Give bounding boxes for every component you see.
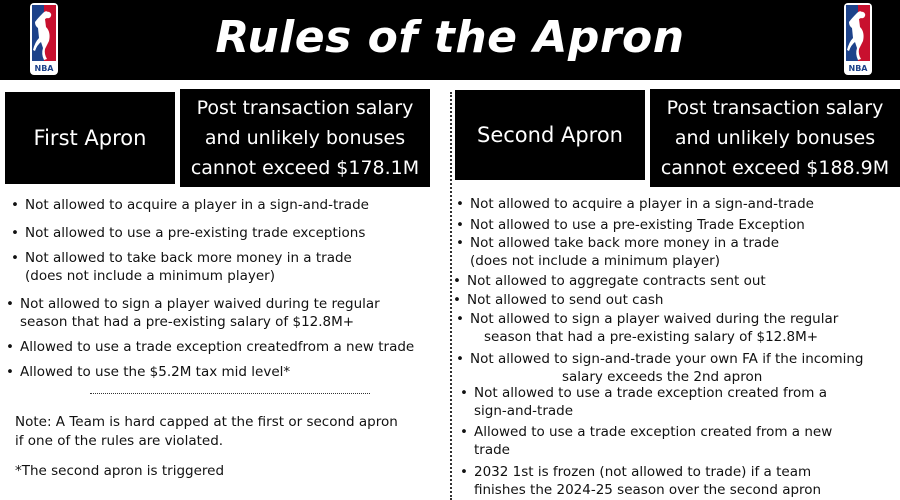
footnote-text: *The second apron is triggered — [15, 463, 225, 479]
second-apron-desc-line: and unlikely bonuses — [674, 127, 876, 149]
column-divider — [450, 92, 452, 500]
first-apron-rule: • Not allowed to acquire a player in a sign-and-trade — [11, 197, 369, 213]
second-apron-rule: • Not allowed take back more money in a trade (does not include a minimum player) — [456, 235, 780, 269]
second-apron-title: Second Apron — [455, 90, 645, 180]
first-apron-desc-line: Post transaction salary — [196, 97, 414, 119]
second-apron-rule: • Not allowed to aggregate contracts sent out — [453, 273, 766, 289]
first-apron-rule: • Not allowed to sign a player waived during te regular season that had a pre-existing salary of $12.8M+ — [6, 296, 380, 330]
nba-logo-text: NBA — [34, 64, 54, 73]
header-bar — [0, 0, 900, 80]
nba-logo-text: NBA — [848, 64, 868, 73]
first-apron-title: First Apron — [5, 92, 175, 184]
second-apron-rule: • 2032 1st is frozen (not allowed to trade) if a team finishes the 2024-25 season over the second apron — [460, 464, 822, 498]
note-text: Note: A Team is hard capped at the first or second apron if one of the rules are violated. — [15, 414, 398, 449]
first-apron-rule: • Not allowed to use a pre-existing trade exceptions — [11, 225, 366, 241]
first-apron-description — [180, 89, 430, 187]
second-apron-desc-line: cannot exceed $188.9M — [660, 157, 890, 179]
second-apron-rule: • Allowed to use a trade exception created from a new trade — [460, 424, 833, 458]
first-apron-desc-line: cannot exceed $178.1M — [190, 157, 420, 179]
first-apron-rule: • Allowed to use a trade exception createdfrom a new trade — [6, 339, 415, 355]
page-title: Rules of the Apron — [215, 12, 685, 63]
second-apron-description — [650, 89, 900, 187]
second-apron-rule: • Not allowed to use a pre-existing Trade Exception — [456, 217, 805, 233]
second-apron-desc-line: Post transaction salary — [666, 97, 884, 119]
first-apron-desc-line: and unlikely bonuses — [204, 127, 406, 149]
second-apron-rule: • Not allowed to acquire a player in a sign-and-trade — [456, 196, 814, 212]
second-apron-rule: • Not allowed to send out cash — [453, 292, 664, 308]
first-apron-rule: • Allowed to use the $5.2M tax mid level* — [6, 364, 291, 380]
dotted-separator — [90, 393, 370, 394]
second-apron-rule: • Not allowed to use a trade exception created from a sign-and-trade — [460, 385, 828, 419]
second-apron-rule: • Not allowed to sign-and-trade your own FA if the incoming salary exceeds the 2nd apron — [456, 351, 864, 385]
nba-logo-icon — [844, 3, 872, 75]
first-apron-rule: • Not allowed to take back more money in a trade (does not include a minimum player) — [11, 250, 352, 284]
second-apron-rule: • Not allowed to sign a player waived during the regular season that had a pre-existing salary of $12.8M+ — [456, 311, 839, 345]
